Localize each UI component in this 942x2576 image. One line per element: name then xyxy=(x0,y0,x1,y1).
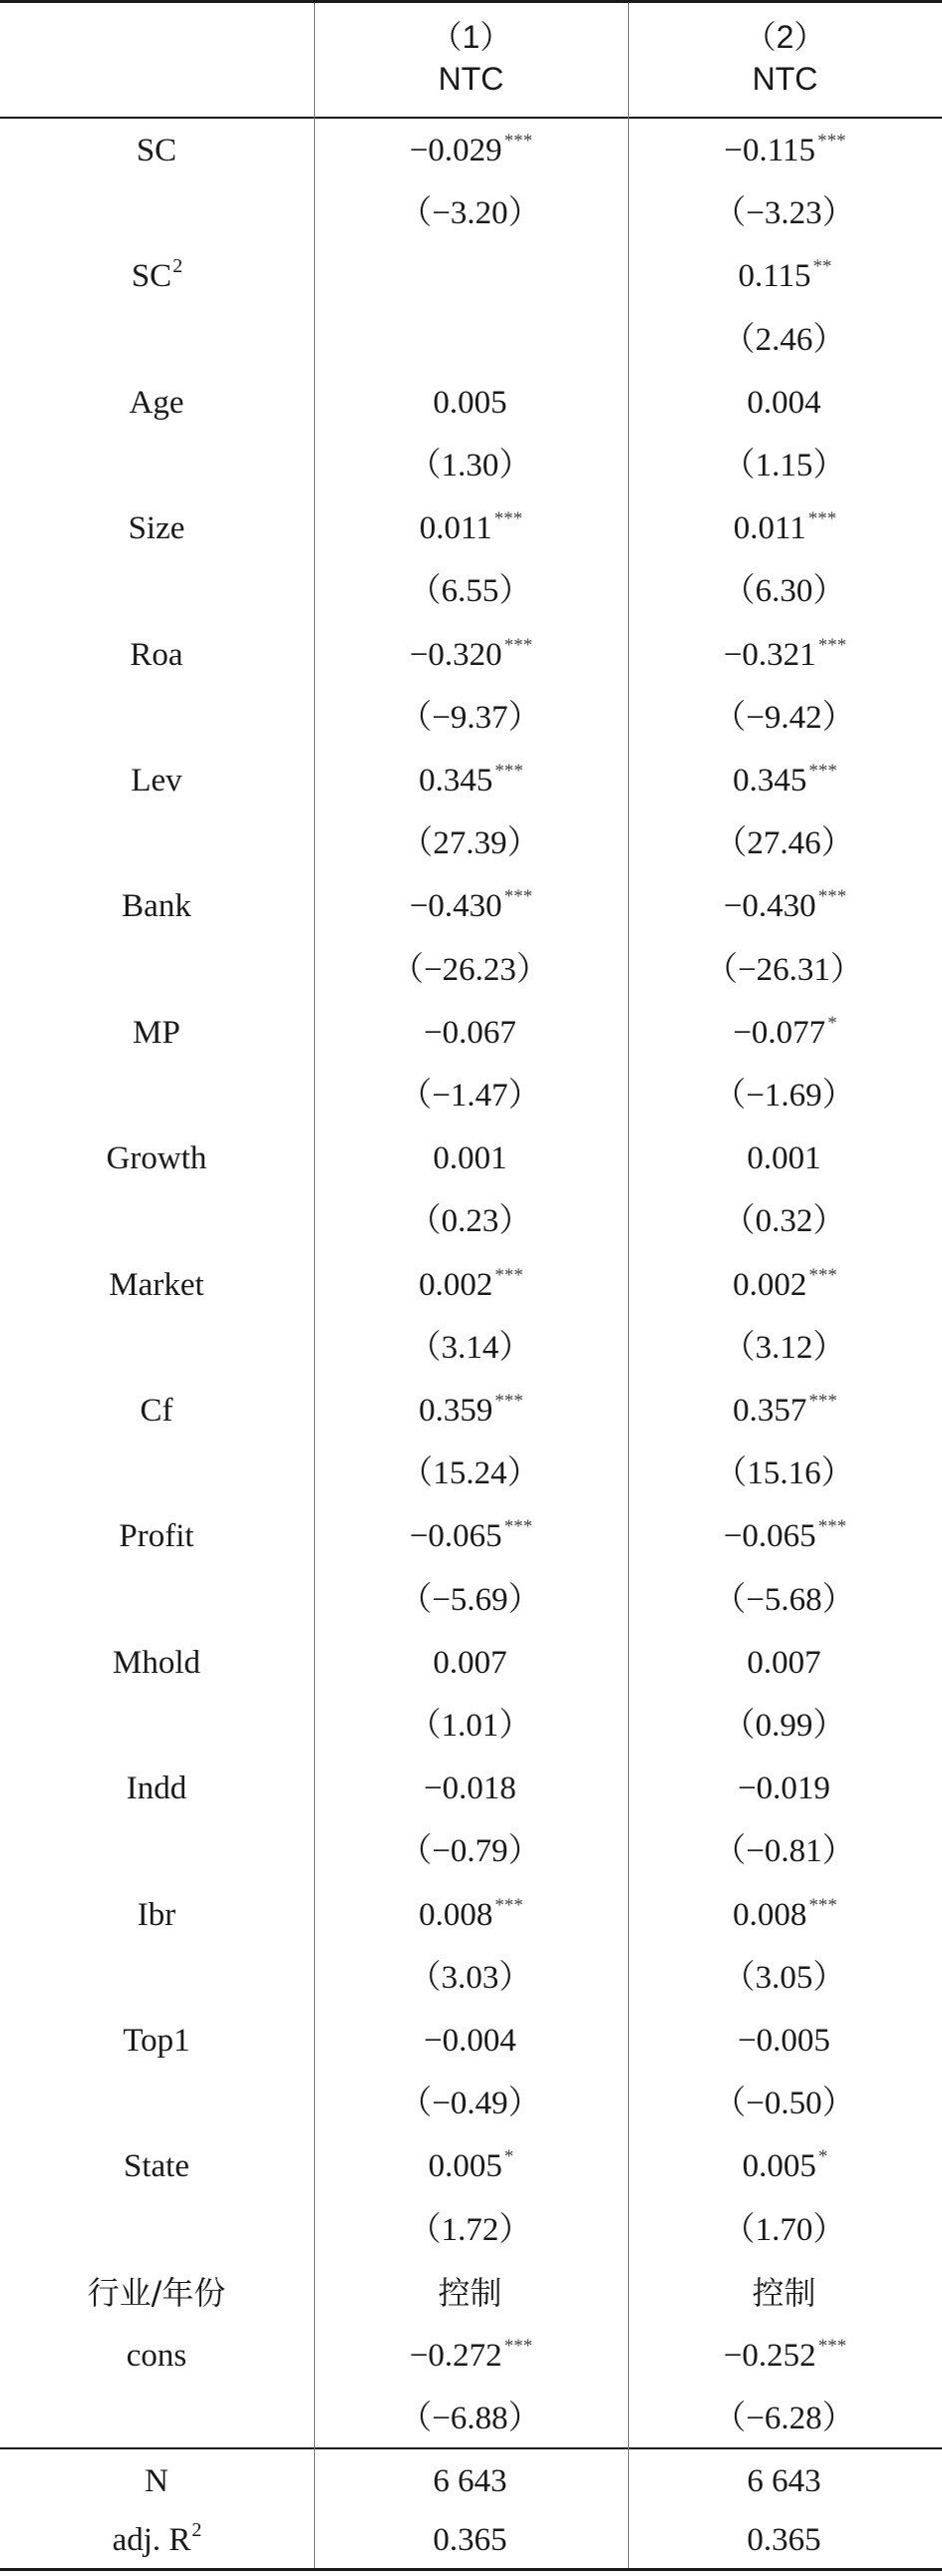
row-label xyxy=(0,2073,314,2135)
cell-model-2 xyxy=(628,1758,942,1820)
cell-model-1 xyxy=(314,1505,628,1568)
cell-value: （−3.23） xyxy=(713,195,855,231)
cell-value: （−9.42） xyxy=(713,700,855,736)
column-header-2 xyxy=(628,0,942,117)
cell-value: −0.077 xyxy=(733,1015,826,1051)
significance-stars: *** xyxy=(817,1516,847,1537)
cell-model-2 xyxy=(628,560,942,623)
cell-model-1 xyxy=(314,2509,628,2572)
row-label xyxy=(0,120,314,182)
significance-stars: *** xyxy=(503,1516,533,1537)
cell-value: 0.345 xyxy=(733,763,807,799)
row-label-text: Indd xyxy=(126,1771,187,1806)
cell-model-2 xyxy=(628,1002,942,1065)
cell-value: （1.70） xyxy=(722,2212,846,2248)
cell-value: （−5.69） xyxy=(399,1582,541,1618)
table-row xyxy=(0,1190,942,1253)
cell-value: （27.46） xyxy=(714,825,854,861)
cell-model-2 xyxy=(628,2388,942,2450)
table-row xyxy=(0,2509,942,2572)
significance-stars: *** xyxy=(494,1895,523,1916)
cell-model-2 xyxy=(628,1380,942,1443)
table-row xyxy=(0,812,942,875)
table-row xyxy=(0,2388,942,2450)
significance-stars: *** xyxy=(817,131,846,152)
significance-stars: *** xyxy=(494,761,523,782)
cell-value: 控制 xyxy=(752,2274,816,2312)
row-label xyxy=(0,1820,314,1883)
cell-value: 0.011 xyxy=(419,510,492,546)
cell-model-2 xyxy=(628,245,942,308)
row-label xyxy=(0,435,314,497)
cell-model-1 xyxy=(314,687,628,750)
table-row xyxy=(0,1254,942,1317)
table-row xyxy=(0,1820,942,1883)
significance-stars: *** xyxy=(808,1265,837,1286)
cell-model-2 xyxy=(628,1127,942,1190)
table-row xyxy=(0,245,942,308)
row-label xyxy=(0,750,314,812)
row-label xyxy=(0,2388,314,2450)
cell-model-1 xyxy=(314,1820,628,1883)
cell-model-2 xyxy=(628,120,942,182)
row-label xyxy=(0,2325,314,2388)
cell-value: −0.430 xyxy=(723,888,816,924)
cell-value: 0.004 xyxy=(747,385,821,421)
table-row xyxy=(0,687,942,750)
cell-value: 0.365 xyxy=(747,2522,821,2558)
cell-value: −0.320 xyxy=(409,637,502,673)
cell-value: （−1.47） xyxy=(399,1078,541,1114)
cell-model-2 xyxy=(628,2135,942,2198)
cell-model-1 xyxy=(314,120,628,182)
row-label-text: SC xyxy=(131,258,172,294)
cell-value: −0.005 xyxy=(738,2023,830,2059)
row-label xyxy=(0,182,314,245)
row-label xyxy=(0,1758,314,1820)
cell-value: 0.115 xyxy=(738,258,811,294)
row-label xyxy=(0,1127,314,1190)
row-label xyxy=(0,1065,314,1127)
row-label xyxy=(0,309,314,372)
significance-stars: *** xyxy=(503,635,533,656)
row-label xyxy=(0,1254,314,1317)
row-label xyxy=(0,1884,314,1947)
cell-value: 0.007 xyxy=(747,1645,821,1681)
cell-value: （1.30） xyxy=(408,448,532,483)
column-dependent-2: NTC xyxy=(752,61,818,97)
cell-model-1 xyxy=(314,2135,628,2198)
row-label xyxy=(0,2010,314,2073)
significance-stars: *** xyxy=(817,635,847,656)
cell-value: −0.067 xyxy=(424,1015,516,1051)
cell-value: （1.01） xyxy=(408,1708,532,1744)
table-row xyxy=(0,2199,942,2262)
table-row xyxy=(0,1758,942,1820)
row-label xyxy=(0,2262,314,2325)
cell-value: （3.12） xyxy=(722,1330,846,1366)
cell-model-1 xyxy=(314,1065,628,1127)
row-label xyxy=(0,2199,314,2262)
row-label-text: Age xyxy=(129,385,184,421)
significance-stars: * xyxy=(827,1013,837,1034)
cell-model-1 xyxy=(314,1758,628,1820)
cell-model-2 xyxy=(628,372,942,435)
table-row xyxy=(0,1443,942,1505)
table-row xyxy=(0,182,942,245)
cell-model-2 xyxy=(628,435,942,497)
table-row xyxy=(0,372,942,435)
cell-model-1 xyxy=(314,560,628,623)
row-label xyxy=(0,1947,314,2010)
cell-value: 0.005 xyxy=(742,2148,816,2184)
cell-model-1 xyxy=(314,1254,628,1317)
significance-stars: ** xyxy=(812,256,832,277)
cell-model-2 xyxy=(628,1065,942,1127)
row-label-text: 行业/年份 xyxy=(87,2274,226,2312)
cell-value: 控制 xyxy=(438,2274,502,2312)
cell-model-1 xyxy=(314,1380,628,1443)
table-row xyxy=(0,1695,942,1758)
cell-model-1 xyxy=(314,2388,628,2450)
table-row xyxy=(0,2010,942,2073)
row-label xyxy=(0,560,314,623)
cell-model-1 xyxy=(314,624,628,687)
significance-stars: *** xyxy=(817,2336,847,2357)
cell-model-1 xyxy=(314,2262,628,2325)
cell-value: −0.019 xyxy=(738,1771,830,1806)
cell-model-1 xyxy=(314,1695,628,1758)
row-label xyxy=(0,372,314,435)
row-label xyxy=(0,1190,314,1253)
row-label xyxy=(0,939,314,1002)
table-row xyxy=(0,624,942,687)
cell-value: （6.30） xyxy=(722,573,846,609)
cell-model-2 xyxy=(628,687,942,750)
cell-value: （1.72） xyxy=(408,2212,532,2248)
row-label xyxy=(0,812,314,875)
table-row xyxy=(0,1947,942,2010)
cell-model-2 xyxy=(628,2325,942,2388)
cell-model-1 xyxy=(314,245,628,308)
cell-model-2 xyxy=(628,2509,942,2572)
cell-value: 0.002 xyxy=(419,1267,493,1303)
row-label xyxy=(0,1443,314,1505)
cell-value: 0.011 xyxy=(733,510,806,546)
cell-model-1 xyxy=(314,812,628,875)
table-row xyxy=(0,2135,942,2198)
cell-model-2 xyxy=(628,2073,942,2135)
cell-model-1 xyxy=(314,372,628,435)
row-label-text: Growth xyxy=(106,1140,207,1176)
cell-model-1 xyxy=(314,2450,628,2513)
cell-model-2 xyxy=(628,1190,942,1253)
cell-value: 6 643 xyxy=(747,2463,821,2499)
table-row xyxy=(0,2325,942,2388)
cell-value: （3.05） xyxy=(722,1960,846,1996)
table-row xyxy=(0,1505,942,1568)
cell-model-2 xyxy=(628,2199,942,2262)
cell-model-1 xyxy=(314,750,628,812)
cell-value: （3.14） xyxy=(408,1330,532,1366)
column-number-1: （1） xyxy=(430,19,512,55)
cell-value: （−1.69） xyxy=(713,1078,855,1114)
cell-value: （−26.31） xyxy=(705,952,863,988)
cell-value: −0.252 xyxy=(723,2338,816,2374)
cell-value: （0.99） xyxy=(722,1708,846,1744)
significance-stars: *** xyxy=(503,2336,533,2357)
cell-model-1 xyxy=(314,1317,628,1380)
cell-value: （15.24） xyxy=(400,1455,540,1491)
cell-model-1 xyxy=(314,2325,628,2388)
column-header-1 xyxy=(314,0,628,117)
cell-value: （−6.28） xyxy=(713,2401,855,2436)
cell-model-1 xyxy=(314,309,628,372)
row-label-text: Top1 xyxy=(123,2023,190,2059)
cell-value: （−3.20） xyxy=(399,195,541,231)
table-row xyxy=(0,1884,942,1947)
row-label-text: State xyxy=(124,2148,189,2184)
column-number-2: （2） xyxy=(744,19,826,55)
cell-model-2 xyxy=(628,750,942,812)
table-row xyxy=(0,1569,942,1632)
row-label xyxy=(0,875,314,938)
cell-model-2 xyxy=(628,2262,942,2325)
cell-value: （27.39） xyxy=(400,825,540,861)
cell-value: −0.004 xyxy=(424,2023,516,2059)
table-row xyxy=(0,939,942,1002)
cell-value: 0.345 xyxy=(419,763,493,799)
significance-stars: *** xyxy=(494,1265,523,1286)
row-label xyxy=(0,687,314,750)
row-label xyxy=(0,1695,314,1758)
cell-model-2 xyxy=(628,1254,942,1317)
cell-model-2 xyxy=(628,1317,942,1380)
table-row xyxy=(0,120,942,182)
row-label-text: Cf xyxy=(140,1393,173,1429)
cell-model-2 xyxy=(628,1820,942,1883)
cell-model-2 xyxy=(628,497,942,560)
cell-model-2 xyxy=(628,1947,942,2010)
cell-value: 0.359 xyxy=(419,1393,493,1429)
table-row xyxy=(0,1127,942,1190)
significance-stars: *** xyxy=(494,1391,523,1412)
table-row xyxy=(0,2073,942,2135)
table-row xyxy=(0,435,942,497)
cell-model-2 xyxy=(628,812,942,875)
significance-stars: * xyxy=(817,2146,828,2167)
table-row xyxy=(0,875,942,938)
cell-model-1 xyxy=(314,875,628,938)
row-label-text: adj. R xyxy=(112,2522,191,2558)
row-label xyxy=(0,2509,314,2572)
significance-stars: *** xyxy=(817,886,847,907)
cell-value: （−0.50） xyxy=(713,2086,855,2121)
cell-model-1 xyxy=(314,1569,628,1632)
cell-model-1 xyxy=(314,1127,628,1190)
table-row xyxy=(0,1317,942,1380)
row-label-text: Size xyxy=(128,510,185,546)
significance-stars: * xyxy=(503,2146,514,2167)
cell-value: （6.55） xyxy=(408,573,532,609)
header-rule xyxy=(0,117,942,119)
significance-stars: *** xyxy=(808,1895,837,1916)
row-label xyxy=(0,1317,314,1380)
row-label-text: Market xyxy=(109,1267,204,1303)
row-label xyxy=(0,1632,314,1695)
cell-value: （3.03） xyxy=(408,1960,532,1996)
cell-value: （−9.37） xyxy=(399,700,541,736)
cell-value: 0.357 xyxy=(733,1393,807,1429)
cell-model-1 xyxy=(314,1947,628,2010)
cell-model-2 xyxy=(628,1505,942,1568)
column-dependent-1: NTC xyxy=(438,61,504,97)
cell-model-2 xyxy=(628,1569,942,1632)
row-label-superscript: 2 xyxy=(191,2519,202,2541)
cell-model-1 xyxy=(314,1190,628,1253)
row-label-text: SC xyxy=(136,133,177,168)
cell-model-1 xyxy=(314,182,628,245)
table-row xyxy=(0,1002,942,1065)
cell-model-1 xyxy=(314,1002,628,1065)
cell-value: （15.16） xyxy=(714,1455,854,1491)
cell-value: −0.029 xyxy=(409,133,502,168)
row-label xyxy=(0,1002,314,1065)
cell-value: 0.005 xyxy=(433,385,507,421)
cell-value: （−0.81） xyxy=(713,1833,855,1869)
significance-stars: *** xyxy=(503,886,533,907)
row-label xyxy=(0,1505,314,1568)
row-label-text: Profit xyxy=(119,1518,194,1554)
significance-stars: *** xyxy=(493,508,523,529)
table-row xyxy=(0,497,942,560)
row-label-text: cons xyxy=(126,2338,187,2374)
row-label xyxy=(0,1380,314,1443)
row-label-text: N xyxy=(145,2463,168,2499)
table-row xyxy=(0,1380,942,1443)
cell-value: （−0.49） xyxy=(399,2086,541,2121)
table-row xyxy=(0,750,942,812)
cell-model-1 xyxy=(314,435,628,497)
cell-model-1 xyxy=(314,1884,628,1947)
cell-model-1 xyxy=(314,1443,628,1505)
significance-stars: *** xyxy=(807,508,837,529)
table-row xyxy=(0,2450,942,2513)
cell-model-2 xyxy=(628,309,942,372)
cell-model-1 xyxy=(314,939,628,1002)
row-label-text: Roa xyxy=(130,637,183,673)
cell-model-2 xyxy=(628,1632,942,1695)
row-label-text: Mhold xyxy=(112,1645,200,1681)
table-row xyxy=(0,1065,942,1127)
cell-value: 0.008 xyxy=(733,1897,807,1933)
cell-value: （1.15） xyxy=(722,448,846,483)
table-row xyxy=(0,1632,942,1695)
cell-value: （2.46） xyxy=(722,322,846,358)
cell-value: （0.32） xyxy=(722,1203,846,1239)
row-label-superscript: 2 xyxy=(172,255,183,277)
cell-value: （−0.79） xyxy=(399,1833,541,1869)
cell-model-2 xyxy=(628,1443,942,1505)
cell-model-1 xyxy=(314,2073,628,2135)
cell-model-2 xyxy=(628,1884,942,1947)
cell-value: −0.018 xyxy=(424,1771,516,1806)
table-row xyxy=(0,560,942,623)
significance-stars: *** xyxy=(808,1391,837,1412)
cell-value: 0.008 xyxy=(419,1897,493,1933)
cell-value: 0.001 xyxy=(747,1140,821,1176)
cell-value: −0.115 xyxy=(724,133,816,168)
cell-model-2 xyxy=(628,2010,942,2073)
cell-model-2 xyxy=(628,182,942,245)
row-label-text: MP xyxy=(133,1015,180,1051)
cell-value: 0.005 xyxy=(428,2148,502,2184)
cell-value: −0.272 xyxy=(409,2338,502,2374)
cell-model-2 xyxy=(628,875,942,938)
cell-value: −0.321 xyxy=(723,637,816,673)
significance-stars: *** xyxy=(808,761,837,782)
cell-value: （−6.88） xyxy=(399,2401,541,2436)
cell-model-1 xyxy=(314,1632,628,1695)
cell-value: 0.365 xyxy=(433,2522,507,2558)
cell-model-1 xyxy=(314,2199,628,2262)
cell-model-2 xyxy=(628,2450,942,2513)
cell-value: 0.002 xyxy=(733,1267,807,1303)
cell-value: −0.430 xyxy=(409,888,502,924)
cell-value: −0.065 xyxy=(409,1518,502,1554)
row-label-text: Bank xyxy=(122,888,191,924)
row-label xyxy=(0,2450,314,2513)
cell-value: （−5.68） xyxy=(713,1582,855,1618)
cell-model-1 xyxy=(314,497,628,560)
cell-value: 0.001 xyxy=(433,1140,507,1176)
row-label xyxy=(0,1569,314,1632)
cell-model-2 xyxy=(628,624,942,687)
cell-value: −0.065 xyxy=(723,1518,816,1554)
row-label xyxy=(0,2135,314,2198)
row-label-text: Lev xyxy=(131,763,182,799)
cell-model-2 xyxy=(628,1695,942,1758)
table-row xyxy=(0,2262,942,2325)
row-label xyxy=(0,624,314,687)
table-row xyxy=(0,309,942,372)
cell-value: 6 643 xyxy=(433,2463,507,2499)
row-label xyxy=(0,497,314,560)
cell-model-1 xyxy=(314,2010,628,2073)
significance-stars: *** xyxy=(503,131,533,152)
cell-value: 0.007 xyxy=(433,1645,507,1681)
cell-value: （−26.23） xyxy=(391,952,549,988)
row-label xyxy=(0,245,314,308)
cell-model-2 xyxy=(628,939,942,1002)
cell-value: （0.23） xyxy=(408,1203,532,1239)
row-label-text: Ibr xyxy=(137,1897,176,1933)
